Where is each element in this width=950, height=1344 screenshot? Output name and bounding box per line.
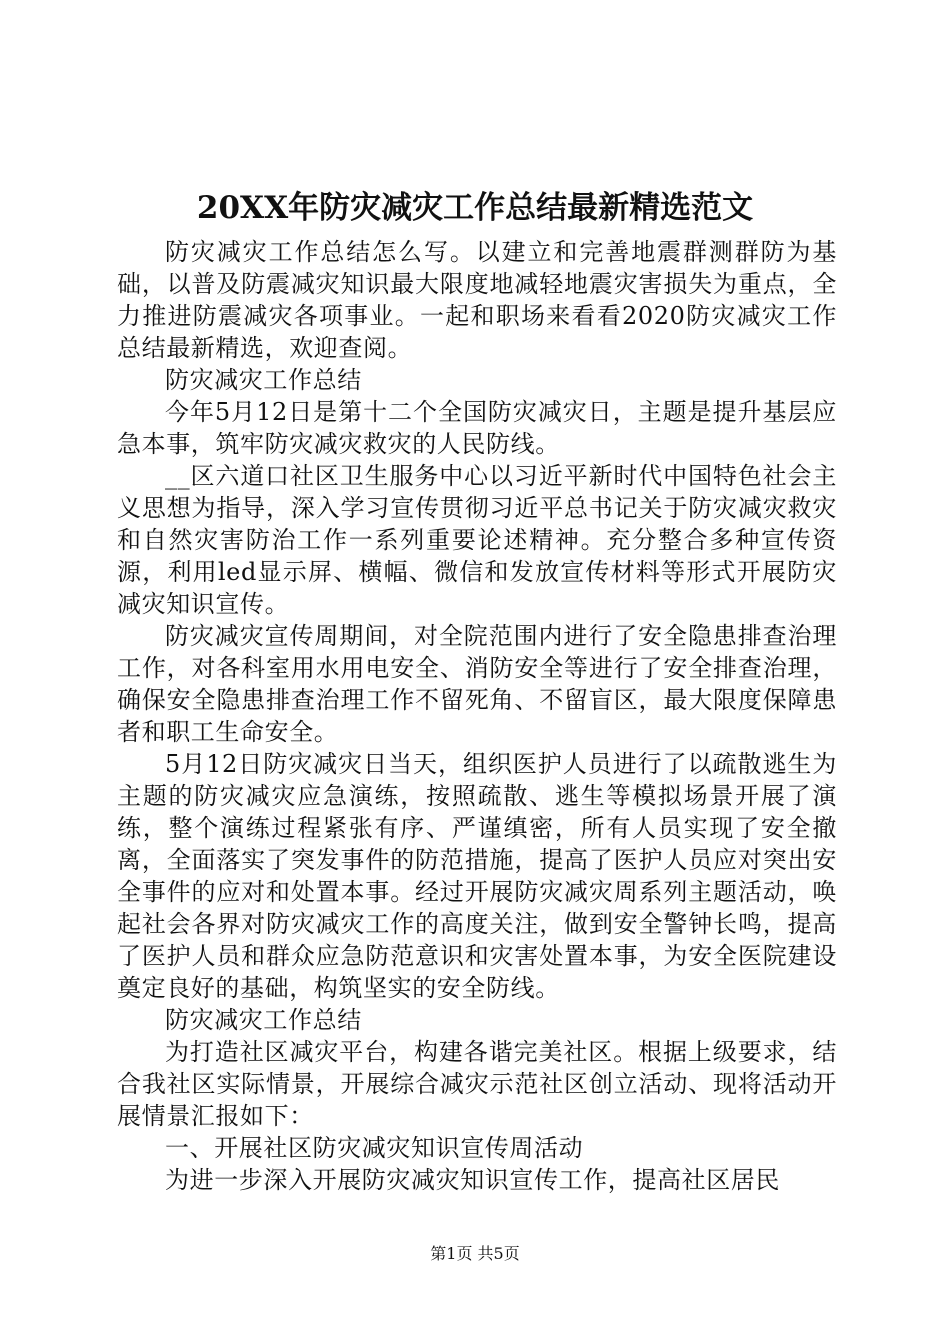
document-title: 20XX年防灾减灾工作总结最新精选范文 (196, 190, 754, 226)
paragraph: 5月12日防灾减灾日当天，组织医护人员进行了以疏散逃生为主题的防灾减灾应急演练，按照疏散、逃生等模拟场景开展了演练，整个演练过程紧张有序、严谨缜密，所有人员实现了安全撤离，全面落实了突发事件的防范措施，提高了医护人员应对突出安全事件的应对和处置本事。经过开展防灾减灾周系列主题活动，唤起社会各界对防灾减灾工作的高度关注，做到安全警钟长鸣，提高了医护人员和群众应急防范意识和灾害处置本事，为安全医院建设奠定良好的基础，构筑坚实的安全防线。 (117, 750, 837, 1002)
paragraph: 防灾减灾宣传周期间，对全院范围内进行了安全隐患排查治理工作，对各科室用水用电安全、消防安全等进行了安全排查治理，确保安全隐患排查治理工作不留死角、不留盲区，最大限度保障患者和职工生命安全。 (117, 622, 837, 746)
section-heading: 防灾减灾工作总结 (165, 1006, 362, 1034)
paragraph: __区六道口社区卫生服务中心以习近平新时代中国特色社会主义思想为指导，深入学习宣传贯彻习近平总书记关于防灾减灾救灾和自然灾害防治工作一系列重要论述精神。充分整合多种宣传资源，利用led显示屏、横幅、微信和发放宣传材料等形式开展防灾减灾知识宣传。 (117, 462, 837, 618)
section-heading: 防灾减灾工作总结 (165, 366, 362, 394)
page-number-footer: 第1页 共5页 (430, 1244, 520, 1263)
paragraph-intro: 防灾减灾工作总结怎么写。以建立和完善地震群测群防为基础，以普及防震减灾知识最大限度地减轻地震灾害损失为重点，全力推进防震减灾各项事业。一起和职场来看看2020防灾减灾工作总结最新精选，欢迎查阅。 (117, 238, 837, 362)
paragraph: 为进一步深入开展防灾减灾知识宣传工作，提高社区居民 (165, 1166, 780, 1194)
document-body (117, 236, 837, 1196)
subsection-heading: 一、开展社区防灾减灾知识宣传周活动 (165, 1134, 584, 1162)
paragraph: 为打造社区减灾平台，构建各谐完美社区。根据上级要求，结合我社区实际情景，开展综合减灾示范社区创立活动、现将活动开展情景汇报如下： (117, 1038, 837, 1130)
paragraph: 今年5月12日是第十二个全国防灾减灾日，主题是提升基层应急本事，筑牢防灾减灾救灾的人民防线。 (117, 398, 837, 458)
